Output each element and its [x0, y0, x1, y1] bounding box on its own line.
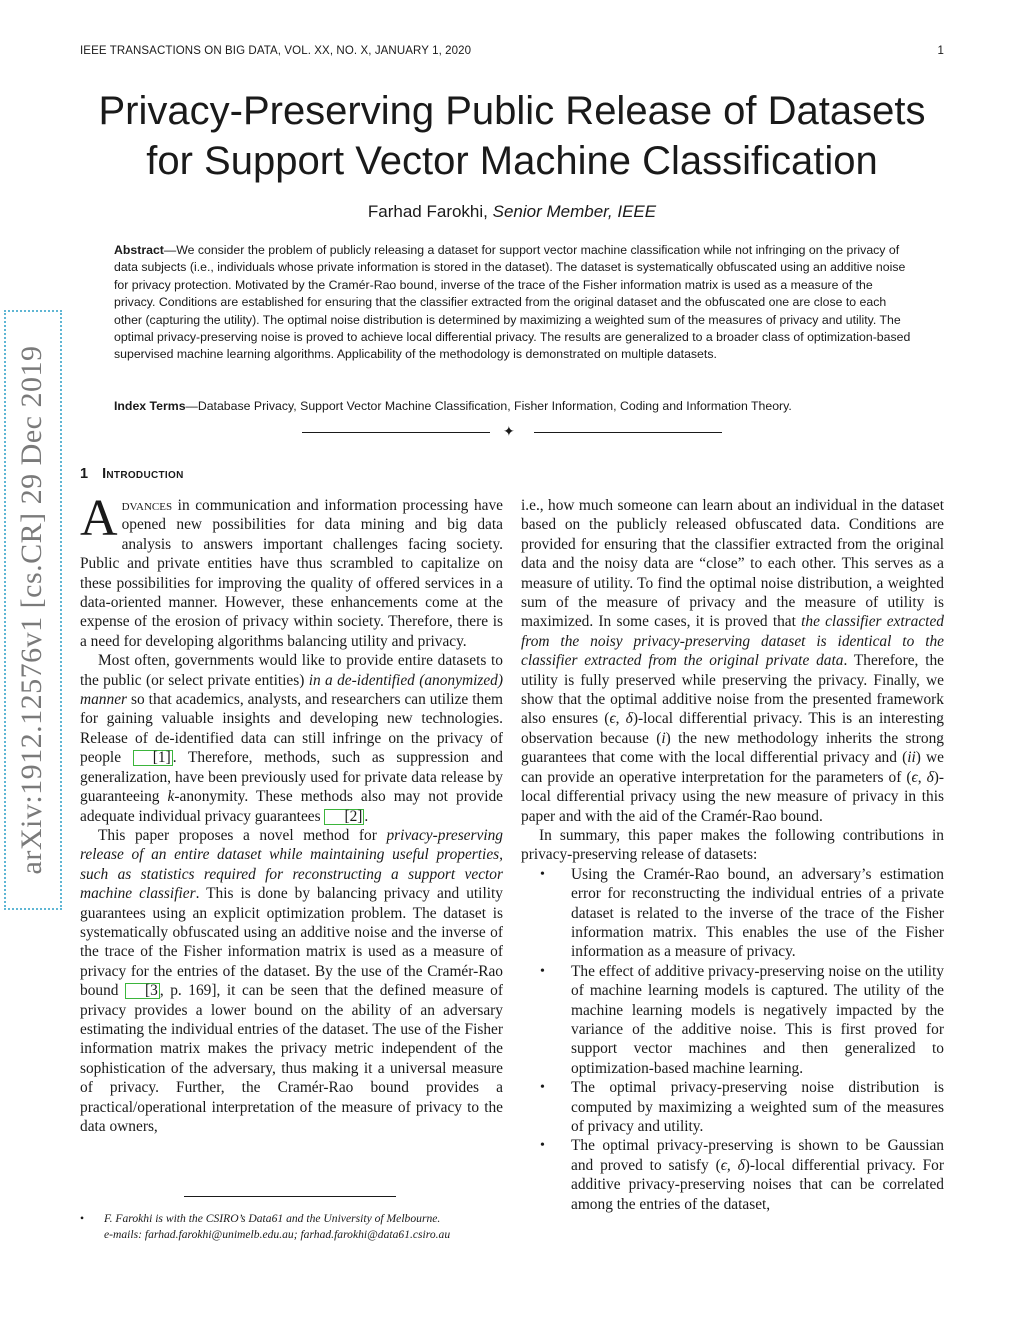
author-name: Farhad Farokhi,: [367, 202, 488, 221]
paragraph-text: . Therefore, the utility is fully preserved while preserving the privacy. Finally, we show that the optimal additive noise from the presented framework also ensures (: [521, 652, 945, 728]
paragraph-text: The optimal privacy-preserving is shown to be Gaussian and proved to satisfy (: [571, 1137, 944, 1174]
author-line: [0, 202, 1024, 222]
emphasis-text: ii: [907, 749, 916, 767]
citation-link[interactable]: [3: [125, 983, 160, 999]
paragraph-text: )-local differential privacy. This is an interesting observation because (: [521, 710, 944, 747]
footnote: [80, 1211, 503, 1242]
paragraph-text: This paper proposes a novel method for: [98, 826, 387, 844]
emphasis-text: the classifier extracted from the noisy privacy-preserving dataset is identical to the classifier extracted from the original private data: [521, 613, 944, 670]
footnote-affiliation: F. Farokhi is with the CSIRO’s Data61 and the University of Melbourne.: [104, 1212, 441, 1225]
author-role: Senior Member, IEEE: [492, 202, 657, 221]
intro-paragraph-2: [80, 651, 503, 826]
math-symbol: δ: [926, 768, 934, 786]
paragraph-text: ) the new methodology inherits the strong guarantees that come with the local differential privacy and (: [521, 729, 944, 767]
emphasis-text: i: [661, 729, 666, 747]
math-symbol: ϵ: [720, 1156, 727, 1174]
abstract: [114, 242, 912, 364]
arxiv-stamp[interactable]: arXiv:1912.12576v1 [cs.CR] 29 Dec 2019: [4, 310, 62, 910]
list-item: • Using the Cramér-Rao bound, an adversary’s estimation error for reconstructing the individual entries of a private dataset is related to the inverse of the trace of the Fisher information matrix. This enables the use of the Fisher information as a measure of privacy.: [571, 865, 944, 962]
math-symbol: ϵ: [911, 768, 918, 786]
emphasis-text: in a de-identified (anonymized) manner: [80, 671, 503, 709]
paragraph-text: .: [364, 807, 369, 825]
footnote-emails[interactable]: e-mails: farhad.farokhi@unimelb.edu.au; farhad.farokhi@data61.csiro.au: [104, 1227, 451, 1241]
paragraph-text: so that academics, analysts, and researchers can utilize them for gaining valuable insights and developing new technologies. Release of de-identified data can still infringe on the privacy of people: [80, 691, 503, 767]
running-header: [80, 45, 944, 57]
section-number: 1: [80, 466, 89, 482]
math-symbol: δ: [625, 710, 633, 728]
right-column: [521, 496, 944, 1214]
index-terms: [114, 398, 912, 415]
paragraph-text: -anonymity. These methods also may not provide adequate individual privacy guarantees: [80, 788, 504, 825]
paper-title: [60, 86, 964, 186]
emphasis-text: privacy-preserving release of an entire dataset while maintaining useful properties, such as statistics required for reconstructing a support vector machine classifier: [80, 826, 503, 903]
math-symbol: k: [167, 788, 175, 806]
footnote-bullet: •: [80, 1212, 85, 1225]
section-heading: [80, 466, 184, 482]
paragraph-text: ) we can provide an operative interpretation for the parameters of (: [521, 749, 945, 786]
citation-link[interactable]: [1]: [133, 750, 173, 766]
list-item: • The optimal privacy-preserving noise distribution is computed by maximizing a weighted sum of the measures of privacy and utility.: [571, 1078, 944, 1136]
paragraph-text: ,: [917, 768, 927, 786]
title-line-1: Privacy-Preserving Public Release of Datasets: [98, 89, 926, 133]
right-paragraph-2: In summary, this paper makes the following contributions in privacy-preserving release of datasets:: [521, 826, 944, 864]
drop-cap: A: [80, 490, 118, 547]
right-paragraph-1: [521, 496, 944, 826]
citation-link[interactable]: [2]: [324, 809, 364, 825]
section-title: Introduction: [102, 466, 184, 482]
paragraph-text: )-local differential privacy. For additive privacy-preserving noises that can be correlated among the entries of the dataset,: [571, 1156, 944, 1213]
math-symbol: ϵ: [609, 710, 616, 728]
paragraph-text: )-local differential privacy using the new measure of privacy in this paper and with the aid of the Cramér-Rao bound.: [521, 768, 944, 825]
index-terms-text: —Database Privacy, Support Vector Machine Classification, Fisher Information, Coding and Information Theory.: [185, 399, 792, 413]
footnote-text: [104, 1211, 503, 1242]
page-number: 1: [937, 45, 944, 57]
contributions-list: [521, 865, 944, 1214]
abstract-label: Abstract: [114, 243, 164, 257]
index-terms-label: Index Terms: [114, 399, 186, 413]
left-column: [80, 490, 504, 1136]
paragraph-text: ,: [615, 710, 626, 728]
intro-paragraph-1: [80, 490, 503, 651]
journal-header: IEEE TRANSACTIONS ON BIG DATA, VOL. XX, NO. X, JANUARY 1, 2020: [80, 45, 472, 57]
paragraph-text: in communication and information processing have opened new possibilities for data mining and big data analysis to answers important challenges facing society. Public and private entities have thus scrambled to capitalize on these possibilities for improving the quality of offered services in a data-oriented manner. However, these enhancements come at the expense of the erosion of privacy within society. Therefore, there is a need for developing algorithms balancing utility and privacy.: [80, 497, 503, 650]
paragraph-text: ,: [726, 1156, 738, 1174]
divider-line-left: [302, 432, 490, 433]
title-line-2: for Support Vector Machine Classification: [146, 139, 878, 183]
divider-line-right: [534, 432, 722, 433]
paragraph-text: Most often, governments would like to provide entire datasets to the public (or select private entities): [80, 652, 503, 689]
list-item: • The effect of additive privacy-preserving noise on the utility of machine learning models is captured. The utility of the machine learning models is negatively impacted by the variance of the additive noise. This is first proved for support vector machines and then generalized to optimization-based machine learning.: [571, 962, 944, 1078]
drop-cap-word: dvances: [121, 497, 173, 514]
math-symbol: δ: [737, 1156, 745, 1174]
intro-paragraph-3: [80, 826, 503, 1137]
paragraph-text: i.e., how much someone can learn about an individual in the dataset based on the publicly released obfuscated data. Conditions are provided for ensuring that the classifier extracted from the original data and the noisy data are “close” to each other. This serves as a measure of utility. To find the optimal noise distribution, a weighted sum of the measure of privacy and the measure of utility is maximized. In some cases, it is proved that: [521, 497, 944, 631]
paragraph-text: . This is done by balancing privacy and utility guarantees using an explicit optimization problem. The dataset is systematically obfuscated using an additive noise and the inverse of the trace of the Fisher information matrix is used as a measure of privacy for the entries of the dataset. By the use of the Cramér-Rao bound: [80, 885, 503, 1000]
paragraph-text: . Therefore, methods, such as suppression and generalization, have been previously used for private data release by guaranteeing: [80, 749, 503, 806]
divider-star-icon: ✦: [503, 425, 515, 440]
paragraph-text: , p. 169], it can be seen that the defined measure of privacy provides a lower bound on the ability of an adversary estimating the individual entries of the dataset. The use of the Fisher information matrix makes the privacy metric independent of the sophistication of the adversary, thus making it a universal measure of privacy. Further, the Cramér-Rao bound provides a practical/operational interpretation of the measure of privacy to the data owners,: [80, 982, 504, 1135]
list-item: [571, 1136, 944, 1214]
footnote-rule: [184, 1196, 396, 1197]
section-divider: [302, 425, 722, 440]
abstract-text: —We consider the problem of publicly releasing a dataset for support vector machine classification while not infringing on the privacy of data subjects (i.e., individuals whose private information is stored in the dataset). The dataset is systematically obfuscated using an additive noise for privacy protection. Motivated by the Cramér-Rao bound, inverse of the trace of the Fisher information matrix is used as a measure of the privacy. Conditions are established for ensuring that the classifier extracted from the original dataset and the obfuscated one are close to each other (capturing the utility). The optimal noise distribution is determined by maximizing a weighted sum of the measures of privacy and utility. The optimal privacy-preserving noise is proved to achieve local differential privacy. The results are generalized to a broader class of optimization-based supervised machine learning algorithms. Applicability of the methodology is demonstrated on multiple datasets.: [114, 243, 911, 362]
